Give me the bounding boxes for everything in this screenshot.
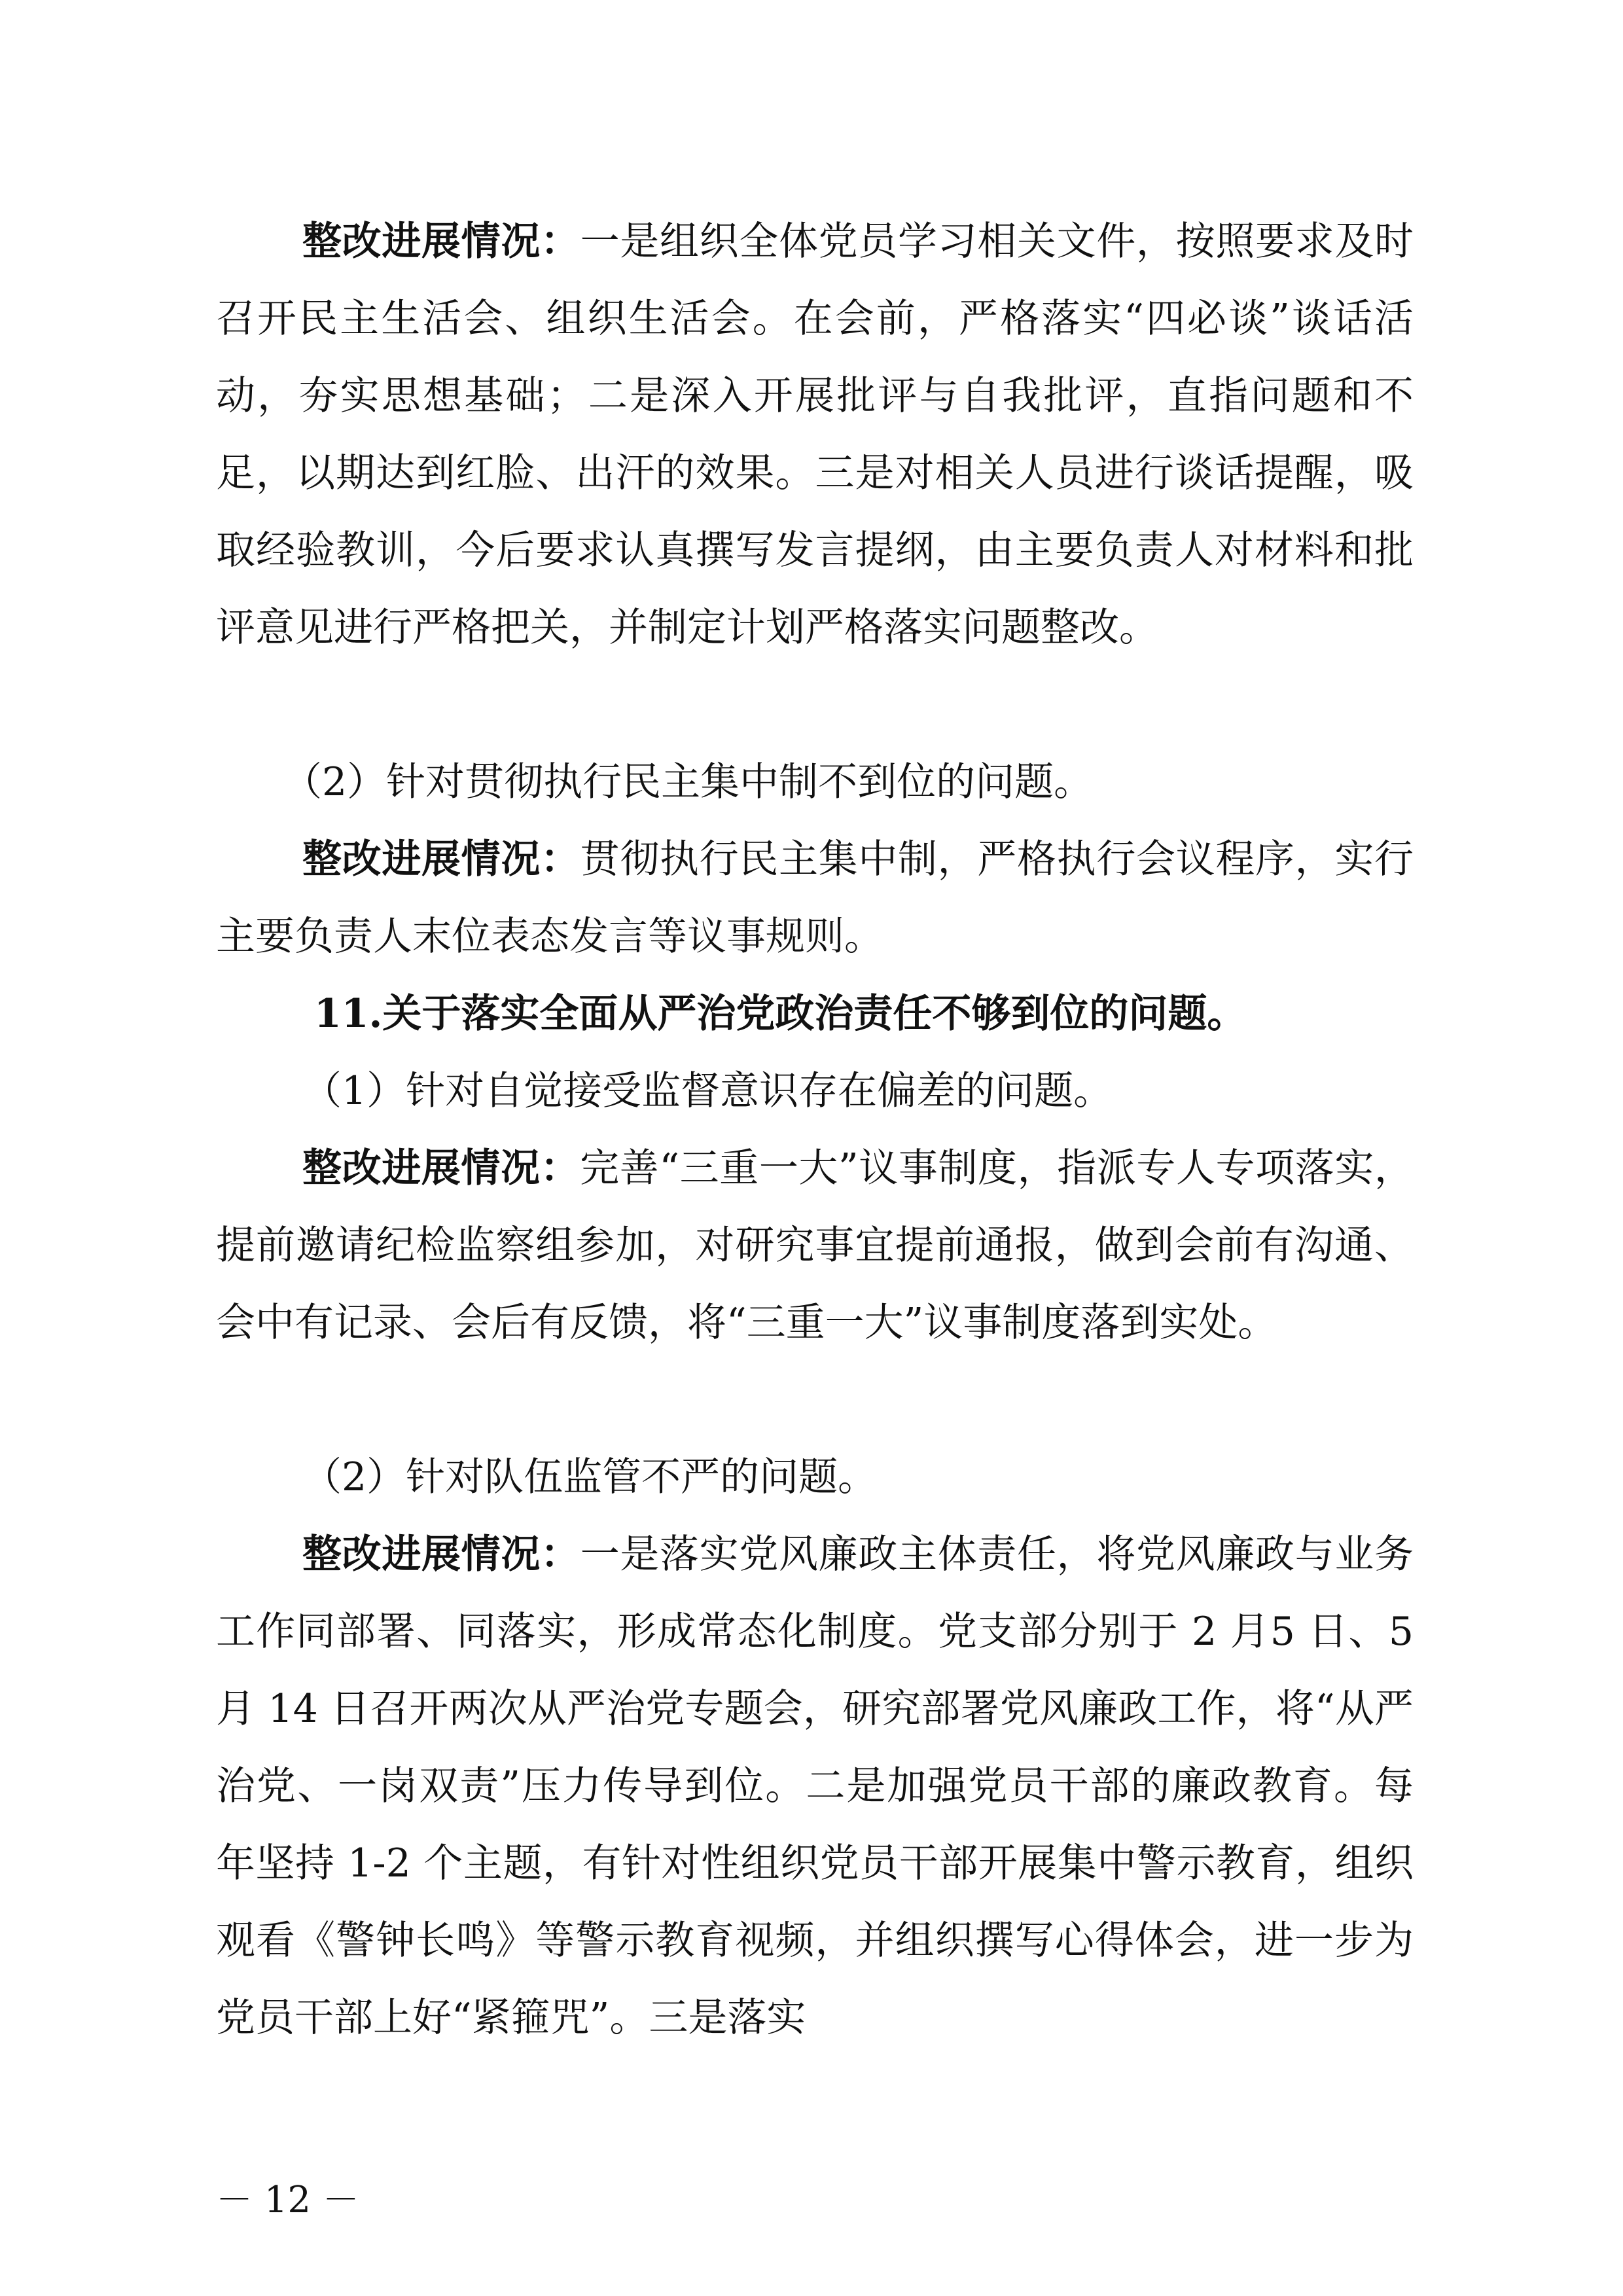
paragraph-rectification-progress-1 (216, 203, 1414, 666)
item-heading-2-team-supervision: （2）针对队伍监管不严的问题。 (302, 1454, 878, 1500)
paragraph-text: 一是组织全体党员学习相关文件，按照要求及时召开民主生活会、组织生活会。在会前，严格落实“四必谈”谈话活动，夯实思想基础；二是深入开展批评与自我批评，直指问题和不足，以期达到红脸、出汗的效果。三是对相关人员进行谈话提醒，吸取经验教训，今后要求认真撰写发言提纲，由主要负责人对材料和批评意见进行严格把关，并制定计划严格落实问题整改。 (216, 219, 1414, 651)
paragraph-text: 一是落实党风廉政主体责任，将党风廉政与业务工作同部署、同落实，形成常态化制度。党支部分别于 2 月5 日、5 月 14 日召开两次从严治党专题会，研究部署党风廉政工作，将“从严治党、一岗双责”压力传导到位。二是加强党员干部的廉政教育。每年坚持 1-2 个主题，有针对性组织党员干部开展集中警示教育，组织观看《警钟长鸣》等警示教育视频，并组织撰写心得体会，进一步为党员干部上好“紧箍咒”。三是落实 (216, 1532, 1414, 2041)
paragraph-rectification-progress-4 (216, 1516, 1414, 2056)
page-number: － 12 － (216, 2179, 359, 2221)
paragraph-rectification-progress-3 (216, 1130, 1414, 1361)
paragraph-label: 整改进展情况： (302, 1145, 580, 1191)
paragraph-rectification-progress-2 (216, 821, 1414, 975)
paragraph-label: 整改进展情况： (302, 1532, 580, 1577)
paragraph-text: 完善“三重一大”议事制度，指派专人专项落实，提前邀请纪检监察组参加，对研究事宜提前通报，做到会前有沟通、会中有记录、会后有反馈，将“三重一大”议事制度落到实处。 (216, 1145, 1414, 1346)
paragraph-label: 整改进展情况： (302, 836, 580, 882)
paragraph-text: 贯彻执行民主集中制，严格执行会议程序，实行主要负责人末位表态发言等议事规则。 (216, 836, 1414, 960)
item-heading-2-democratic-centralism: （2）针对贯彻执行民主集中制不到位的问题。 (283, 759, 1094, 805)
paragraph-label: 整改进展情况： (302, 219, 580, 264)
item-heading-1-supervision-awareness: （1）针对自觉接受监督意识存在偏差的问题。 (302, 1068, 1113, 1114)
section-heading-11: 11.关于落实全面从严治党政治责任不够到位的问题。 (314, 991, 1247, 1037)
